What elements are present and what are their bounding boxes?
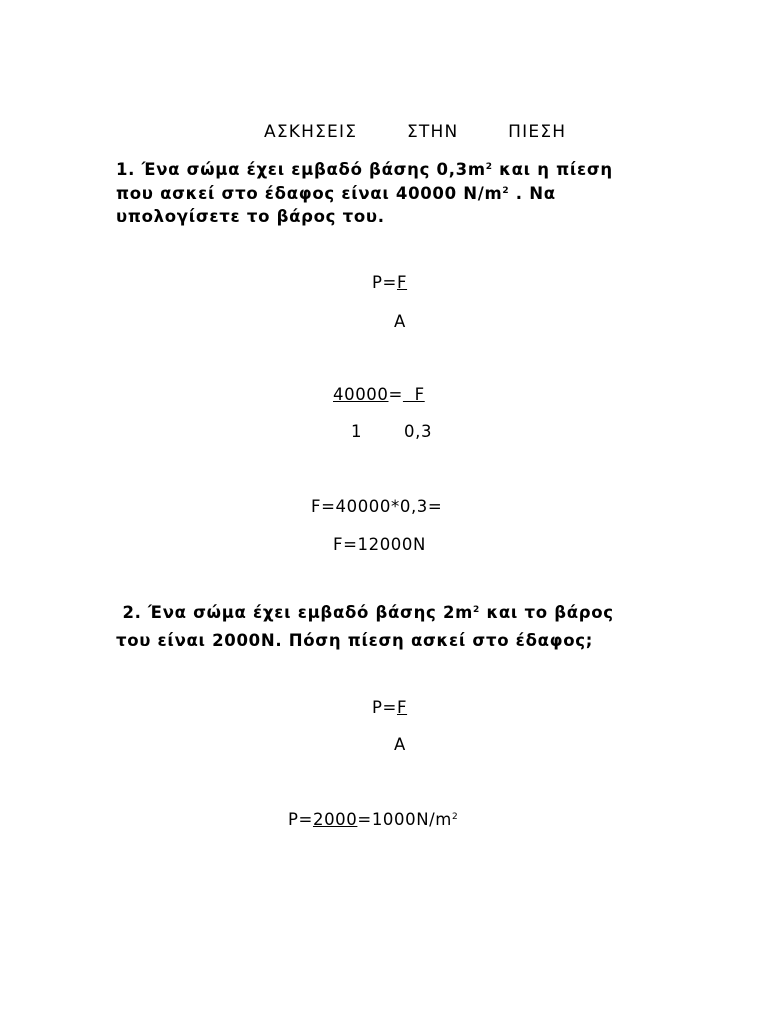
superscript: 2 [451, 812, 459, 822]
superscript: 2 [485, 162, 493, 172]
equation-lhs-numerator: 40000 [333, 385, 389, 404]
equation-rhs-denominator: 0,3 [404, 422, 433, 441]
exercise-1-text: που ασκεί στο έδαφος είναι 40000 N/m [116, 184, 503, 203]
formula-2 [372, 698, 407, 718]
equation-lhs-denominator: 1 [351, 422, 363, 441]
formula-2-denominator: A [394, 735, 406, 754]
formula-numerator: F [396, 273, 408, 292]
equation-sign: = [388, 385, 403, 404]
exercise-2-line-1 [116, 603, 614, 623]
exercise-1-line-1 [116, 160, 613, 180]
superscript: 2 [502, 186, 510, 196]
formula-lhs: P= [372, 273, 397, 292]
exercise-2-text: και το βάρος [480, 603, 614, 622]
calc-numerator: 2000 [312, 810, 358, 829]
result-1: F=12000N [333, 535, 426, 554]
calculation-2 [288, 810, 458, 830]
exercise-1-text: 1. Ένα σώμα έχει εμβαδό βάσης 0,3m [116, 160, 486, 179]
formula-1 [372, 273, 407, 293]
exercise-1-text: και η πίεση [492, 160, 613, 179]
formula-numerator: F [396, 698, 408, 717]
exercise-1-text: . Να [509, 184, 556, 203]
exercise-2-line-2: του είναι 2000N. Πόση πίεση ασκεί στο έδαφος; [116, 631, 594, 650]
page-title: ΑΣΚΗΣΕΙΣ ΣΤΗΝ ΠΙΕΣΗ [264, 122, 567, 142]
equation-1 [333, 385, 425, 405]
superscript: 2 [473, 605, 481, 615]
formula-1-denominator: A [394, 312, 406, 331]
calc-prefix: P= [288, 810, 313, 829]
formula-lhs: P= [372, 698, 397, 717]
calculation-1: F=40000*0,3= [311, 497, 443, 516]
exercise-1-line-3: υπολογίσετε το βάρος του. [116, 207, 385, 226]
calc-suffix: =1000N/m [357, 810, 452, 829]
exercise-2-text: 2. Ένα σώμα έχει εμβαδό βάσης 2m [116, 603, 474, 622]
equation-rhs-numerator: F [402, 385, 425, 404]
exercise-1-line-2 [116, 184, 556, 204]
